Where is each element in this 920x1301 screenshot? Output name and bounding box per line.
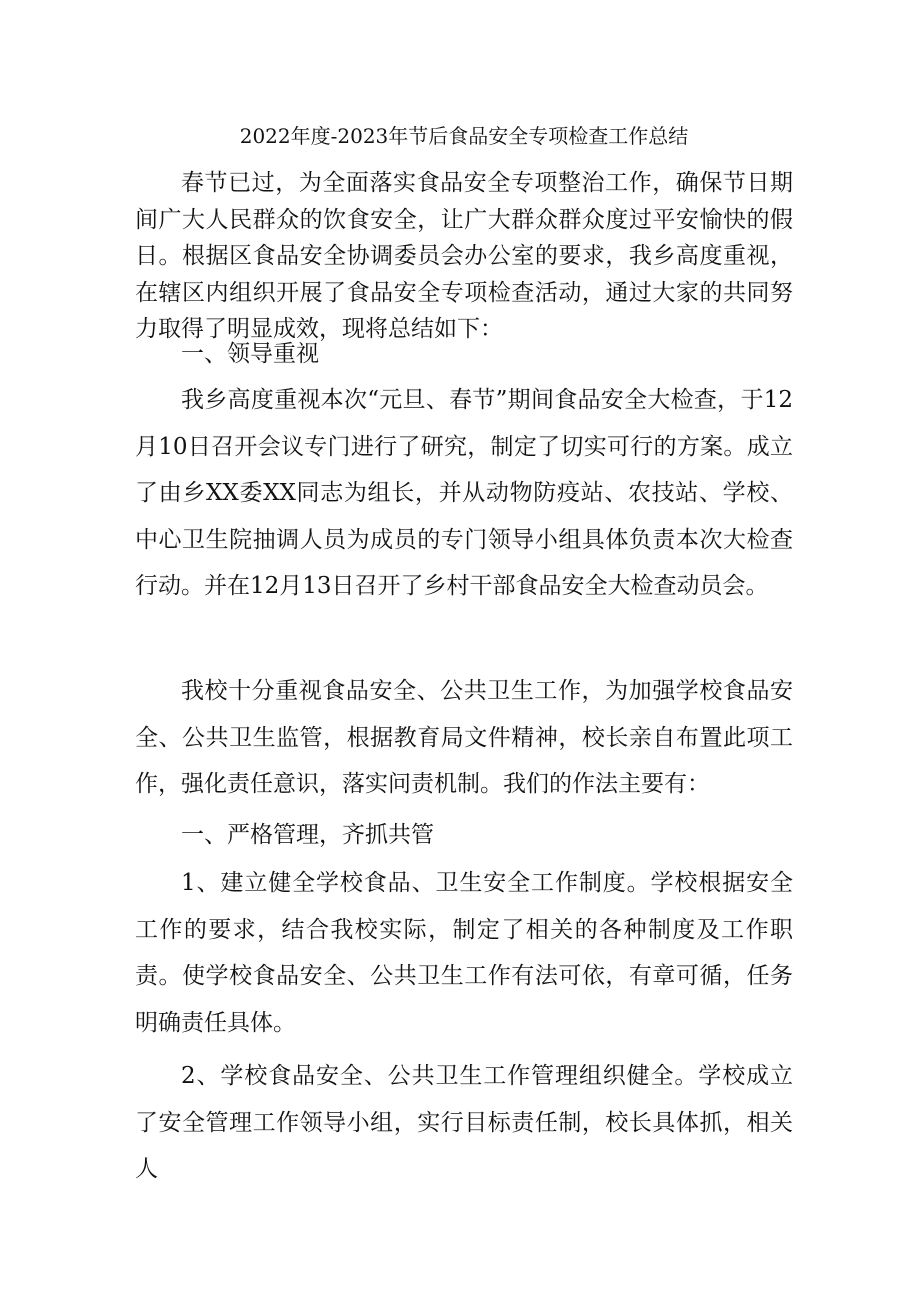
paragraph-school-attention: 我校十分重视食品安全、公共卫生工作，为加强学校食品安全、公共卫生监管，根据教育局文件精神，校长亲自布置此项工作，强化责任意识，落实问责机制。我们的作法主要有： [135,678,793,797]
paragraph-item-1: 1、建立健全学校食品、卫生安全工作制度。学校根据安全工作的要求，结合我校实际，制定了相关的各种制度及工作职责。使学校食品安全、公共卫生工作有法可依，有章可循，任务明确责任具体。 [135,870,793,1036]
section-heading-leadership: 一、领导重视 [181,341,319,367]
section-heading-management: 一、严格管理，齐抓共管 [181,822,434,848]
document-title: 2022年度-2023年节后食品安全专项检查工作总结 [239,124,689,148]
intro-paragraph: 春节已过，为全面落实食品安全专项整治工作，确保节日期间广大人民群众的饮食安全，让广大群众群众度过平安愉快的假日。根据区食品安全协调委员会办公室的要求，我乡高度重视，在辖区内组织开展了食品安全专项检查活动，通过大家的共同努力取得了明显成效，现将总结如下： [135,170,793,342]
paragraph-item-2: 2、学校食品安全、公共卫生工作管理组织健全。学校成立了安全管理工作领导小组，实行目标责任制，校长具体抓，相关人 [135,1063,793,1182]
paragraph-leadership: 我乡高度重视本次“元旦、春节”期间食品安全大检查，于12月10日召开会议专门进行了研究，制定了切实可行的方案。成立了由乡XX委XX同志为组长，并从动物防疫站、农技站、学校、中心卫生院抽调人员为成员的专门领导小组具体负责本次大检查行动。并在12月13日召开了乡村干部食品安全大检查动员会。 [135,387,793,599]
